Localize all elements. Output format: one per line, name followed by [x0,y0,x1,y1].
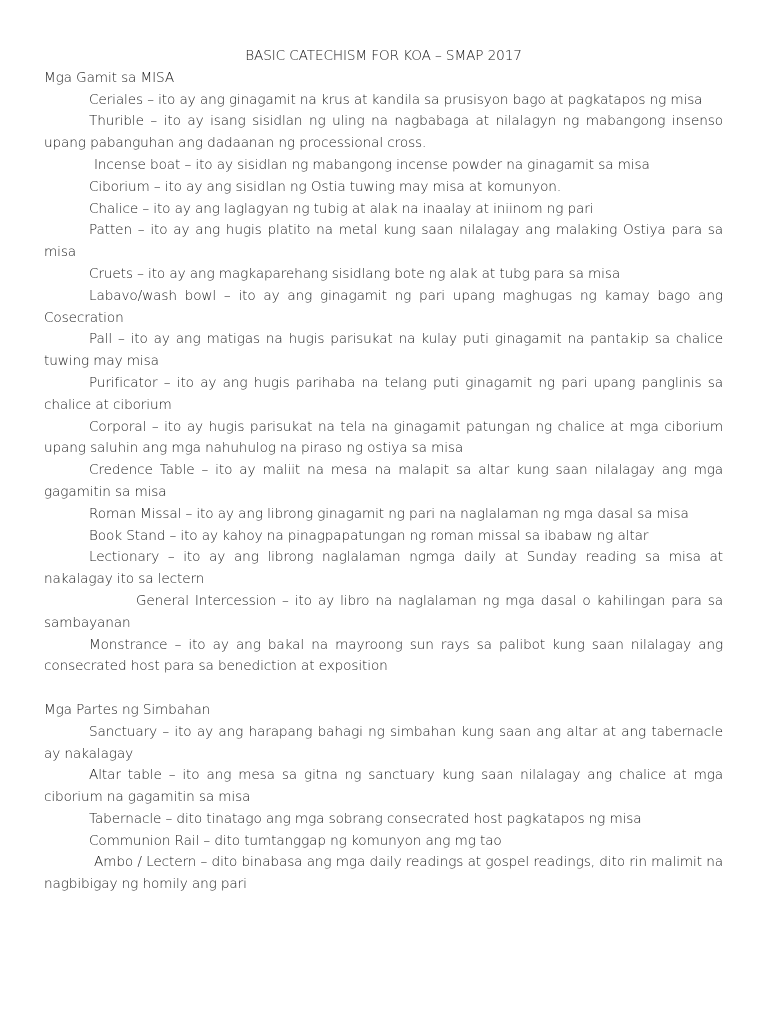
section-heading: Mga Gamit sa MISA [44,69,175,86]
term-thurible: Thurible – ito ay isang sisidlan ng uling na nagbabaga at nilalagyn ng mabangong insenso upang pabanguhan ang dadaanan ng processional cross. [44,113,723,152]
term-purificator: Purificator – ito ay ang hugis parihaba na telang puti ginagamit ng pari upang panglinis sa chalice at ciborium [44,374,723,413]
term-patten: Patten – ito ay ang hugis platito na metal kung saan nilalagay ang malaking Ostiya para sa misa [44,222,723,261]
term-chalice: Chalice – ito ay ang laglagyan ng tubig at alak na inaalay at iniinom ng pari [89,200,594,217]
term-labavo: Labavo/wash bowl – ito ay ang ginagamit ng pari upang maghugas ng kamay bago ang Cosecration [44,287,723,326]
document-title: BASIC CATECHISM FOR KOA – SMAP 2017 [245,48,522,64]
term-general-intercession: General Intercession – ito ay libro na naglalaman ng mga dasal o kahilingan para sa sambayanan [44,592,723,631]
term-monstrance: Monstrance – ito ay ang bakal na mayroong sun rays sa palibot kung saan nilalagay ang consecrated host para sa benediction at exposition [44,636,723,675]
section-gap [44,678,723,700]
term-lectionary: Lectionary – ito ay ang librong naglalaman ngmga daily at Sunday reading sa misa at nakalagay ito sa lectern [44,549,723,588]
section-mga-gamit-sa-misa [44,68,723,678]
term-ambo-lectern: Ambo / Lectern – dito binabasa ang mga daily readings at gospel readings, dito rin malimit na nagbibigay ng homily ang pari [44,854,723,893]
section-mga-partes-ng-simbahan [44,700,723,896]
term-altar-table: Altar table – ito ang mesa sa gitna ng sanctuary kung saan nilalagay ang chalice at mga ciborium na gagamitin sa misa [44,767,723,806]
term-communion-rail: Communion Rail – dito tumtanggap ng komunyon ang mg tao [89,832,502,849]
term-pall: Pall – ito ay ang matigas na hugis parisukat na kulay puti ginagamit na pantakip sa chalice tuwing may misa [44,331,723,370]
term-cruets: Cruets – ito ay ang magkaparehang sisidlang bote ng alak at tubg para sa misa [89,265,621,282]
term-roman-missal: Roman Missal – ito ay ang librong ginagamit ng pari na naglalaman ng mga dasal sa misa [89,505,689,522]
section-heading: Mga Partes ng Simbahan [44,701,211,718]
term-credence-table: Credence Table – ito ay maliit na mesa na malapit sa altar kung saan nilalagay ang mga gagamitin sa misa [44,462,723,500]
term-tabernacle: Tabernacle – dito tinatago ang mga sobrang consecrated host pagkatapos ng misa [89,810,642,827]
term-sanctuary: Sanctuary – ito ay ang harapang bahagi ng simbahan kung saan ang altar at ang tabernacle ay nakalagay [44,723,723,762]
term-ceriales: Ceriales – ito ay ang ginagamit na krus at kandila sa prusisyon bago at pagkatapos ng misa [89,91,703,108]
term-corporal: Corporal – ito ay hugis parisukat na tela na ginagamit patungan ng chalice at mga ciborium upang saluhin ang mga nahuhulog na piraso ng ostiya sa misa [44,418,723,457]
term-ciborium: Ciborium – ito ay ang sisidlan ng Ostia tuwing may misa at komunyon. [89,178,562,195]
term-book-stand: Book Stand – ito ay kahoy na pinagpapatungan ng roman missal sa ibabaw ng altar [89,527,649,544]
term-incense-boat: Incense boat – ito ay sisidlan ng mabangong incense powder na ginagamit sa misa [94,156,650,173]
